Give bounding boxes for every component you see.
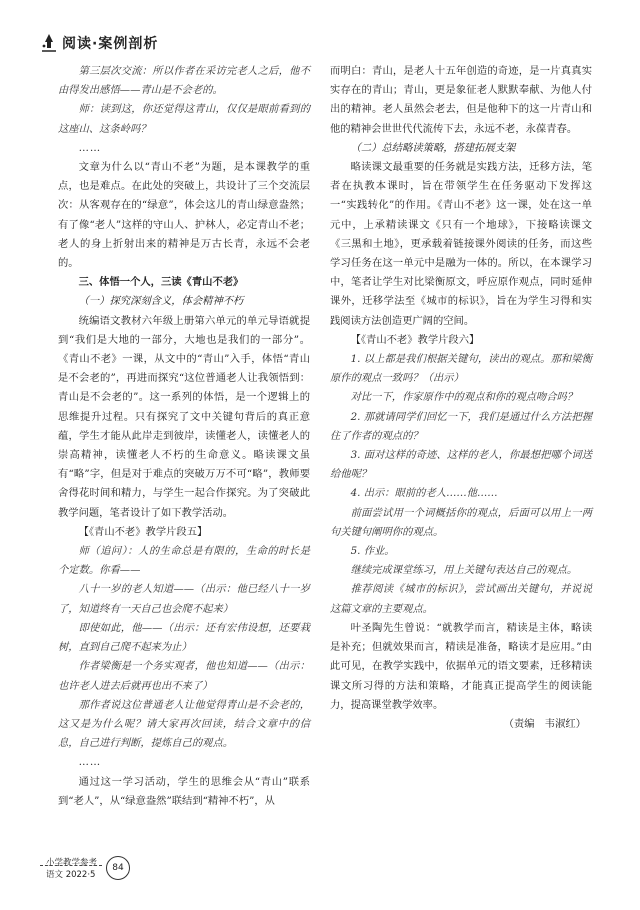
journal-name: 小学教学参考 [46, 858, 98, 868]
paragraph: 推荐阅读《城市的标识》，尝试画出关键句，并说说这篇文章的主要观点。 [330, 583, 592, 615]
paragraph: 4. 出示：眼前的老人……他…… [350, 487, 498, 500]
paragraph: 对比一下，作家原作中的观点和你的观点吻合吗？ [350, 391, 578, 404]
paragraph: 略读课文最重要的任务就是实践方法，迁移方法，笔者在执教本课时，旨在带领学生在任务驱动下发挥这一“实践转化”的作用。《青山不老》这一课，处在这一单元中，上承精读课文《只有一个地球》，下接略读课文《三黑和土地》，更承载着链接课外阅读的任务，而这些学习任务在这一单元中是融为一体的。所以，在本课学习中，笔者让学生对比梁衡原文，呼应原作观点，同时延伸课外，迁移学法至《城市的标识》，旨在为学生习得和实践阅读方法创造更广阔的空间。 [330, 161, 592, 327]
paragraph: （一）探究深刻含义，体会精神不朽 [78, 295, 244, 308]
paragraph: 【《青山不老》教学片段六】 [350, 333, 480, 346]
paragraph: 即使如此，他——（出示：还有宏伟设想，还要栽树，直到自己爬不起来为止） [58, 621, 310, 654]
paragraph: 叶圣陶先生曾说：“就教学而言，精读是主体，略读是补充；但就效果而言，精读是准备，略读才是应用。”由此可见，在教学实践中，依据单元的语文要素，迁移精读课文所习得的方法和策略，才能真正提高学生的阅读能力，提高课堂教学效率。 [330, 621, 592, 711]
paragraph: 那作者说这位普通老人让他觉得青山是不会老的，这又是为什么呢？请大家再次回读，结合文章中的信息，自己进行判断，提炼自己的观点。 [58, 698, 310, 750]
paragraph: 3. 面对这样的奇迹、这样的老人，你最想把哪个词送给他呢？ [330, 449, 592, 481]
issue-label: 语文 2022·5 [46, 870, 96, 880]
rocket-logo-icon [40, 33, 58, 53]
paragraph: 师：读到这，你还觉得这青山，仅仅是眼前看到的这座山、这条岭吗？ [58, 103, 310, 135]
right-column [330, 62, 592, 734]
footer-divider [40, 865, 102, 866]
editor-credit: （责编 韦淑红） [503, 717, 586, 730]
column-title: 阅读·案例剖析 [62, 36, 159, 52]
paragraph: 统编语文教材六年级上册第六单元的单元导语就提到“我们是大地的一部分，大地也是我们的一部分”。《青山不老》一课，从文中的“青山”入手，体悟“青山是不会老的”，再进而探究“这位普通老人让我领悟到：青山是不会老的”。这一系列的体悟，是一个逻辑上的思维提升过程。只有探究了文中关键句背后的真正意蕴，学生才能从此岸走到彼岸，读懂老人，读懂老人的崇高精神，读懂老人不朽的生命意义。略读课文虽有“略”字，但是对于难点的突破万万不可“略”，教师要舍得花时间和精力，与学生一起合作探究。为了突破此教学问题，笔者设计了如下教学活动。 [58, 314, 310, 519]
paragraph: 前面尝试用一个词概括你的观点，后面可以用上一两句关键句阐明你的观点。 [330, 506, 592, 538]
paragraph: （二）总结略读策略，搭建拓展支架 [350, 141, 516, 154]
paragraph: …… [78, 756, 102, 769]
section-heading: 三、体悟一个人，三读《青山不老》 [78, 276, 244, 289]
paragraph: 第三层次交流：所以作者在采访完老人之后，他不由得发出感悟——青山是不会老的。 [58, 65, 310, 97]
paragraph: 而明白：青山，是老人十五年创造的奇迹，是一片真真实实存在的青山；青山，更是象征老人默默奉献、为他人付出的精神。老人虽然会老去，但是他种下的这一片青山和他的精神会世世代代流传下去，永远不老，永葆青春。 [330, 65, 592, 135]
page-header [40, 30, 158, 56]
paragraph: 【《青山不老》教学片段五】 [78, 525, 208, 538]
paragraph: 文章为什么以“青山不老”为题，是本课教学的重点，也是难点。在此处的突破上，共设计了三个交流层次：从客观存在的“绿意”，体会这儿的青山绿意盎然；有了像“老人”这样的守山人、护林人，必定青山不老；老人的身上折射出来的精神是万古长青，永远不会老的。 [58, 161, 310, 270]
paragraph: …… [78, 141, 102, 154]
paragraph: 2. 那就请同学们回忆一下，我们是通过什么方法把握住了作者的观点的？ [330, 410, 592, 442]
paragraph: 作者梁衡是一个务实观者，他也知道——（出示：也许老人进去后就再也出不来了） [58, 660, 310, 692]
page-footer [40, 856, 180, 896]
paragraph: 5. 作业。 [350, 545, 395, 558]
left-column [58, 62, 310, 811]
paragraph: 八十一岁的老人知道——（出示：他已经八十一岁了，知道终有一天自己也会爬不起来） [58, 583, 310, 615]
page-number: 84 [106, 856, 130, 880]
paragraph: 师（追问）：人的生命总是有限的，生命的时长是个定数。你看—— [58, 545, 310, 577]
paragraph: 通过这一学习活动，学生的思维会从“青山”联系到“老人”，从“绿意盎然”联结到“精神不朽”，从 [58, 775, 310, 807]
paragraph: 继续完成课堂练习，用上关键句表达自己的观点。 [350, 564, 578, 577]
paragraph: 1. 以上都是我们根据关键句，读出的观点。那和梁衡原作的观点一致吗？（出示） [330, 353, 592, 385]
